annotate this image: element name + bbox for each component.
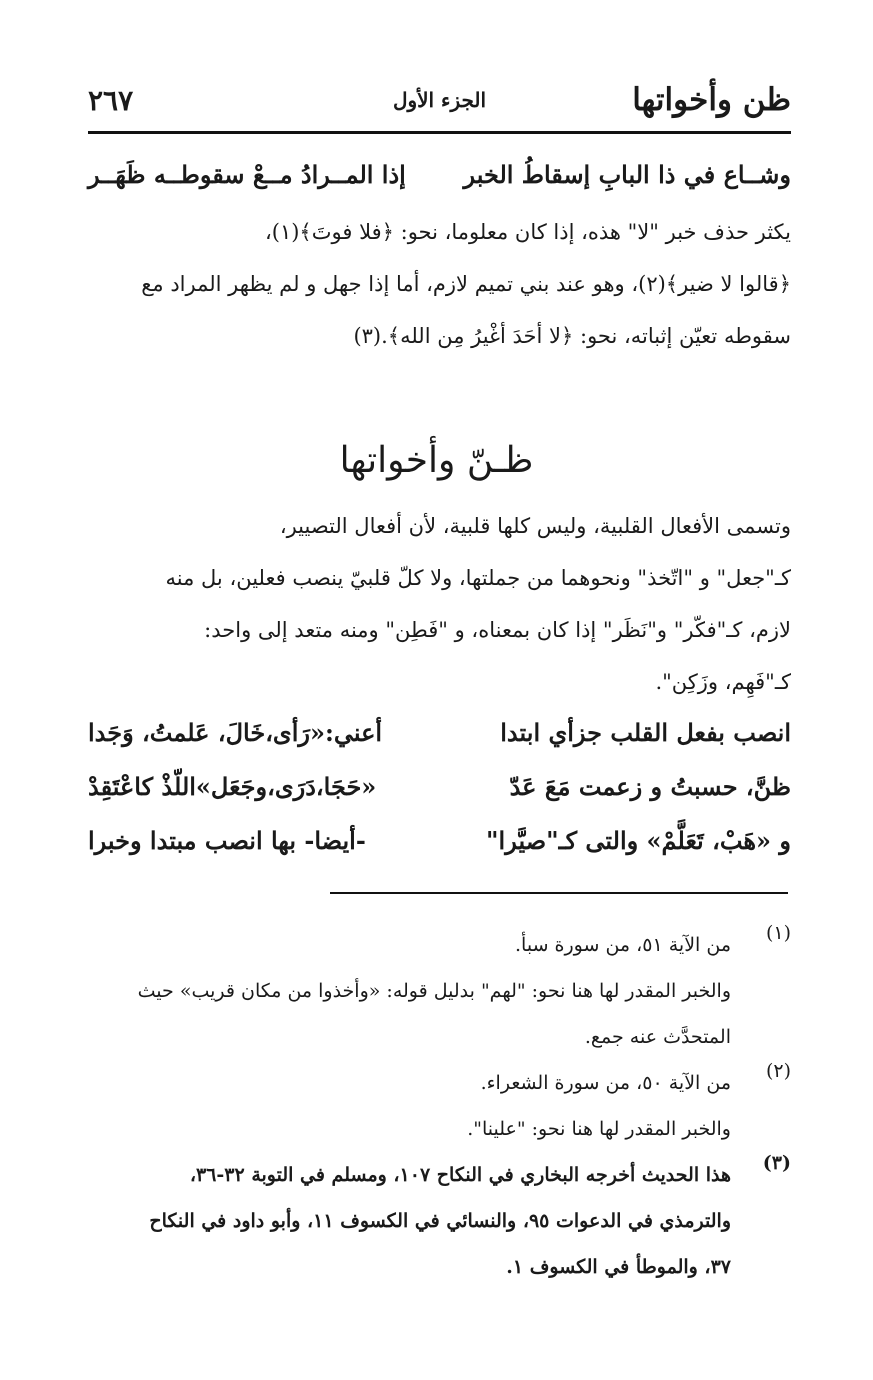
verse-line [88, 772, 791, 812]
paragraph-line: يكثر حذف خبر "لا" هذه، إذا كان معلوما، نحو: ﴿فلا فوتَ﴾(١)، [264, 220, 791, 244]
footnote-line: والخبر المقدر لها هنا نحو: "لهم" بدليل قوله: «وأخذوا من مكان قريب» حيث [137, 980, 731, 1002]
header-rule [88, 131, 791, 134]
verse-line [88, 826, 791, 866]
paragraph-line: سقوطه تعيّن إثباته، نحو: ﴿لا أحَدَ أغْيرُ مِن الله﴾.(٣) [353, 324, 791, 348]
footnote-number: (٢) [765, 1060, 791, 1082]
footnote [88, 1152, 791, 1290]
footnotes [88, 922, 791, 1290]
part-label: الجزء الأول [392, 88, 487, 112]
footnote-number: (١) [765, 922, 791, 944]
verse-second-hemistich: إذا المــرادُ مــعْ سقوطــه ظَهَــر [88, 160, 406, 189]
verse-first-hemistich: انصب بفعل القلب جزأي ابتدا [500, 718, 791, 747]
verse-first-hemistich: ظنَّ، حسبتُ و زعمت مَعَ عَدّ [509, 772, 791, 801]
verse-line [88, 160, 791, 200]
paragraph-line: كـ"فَهِم، وزَكِن". [655, 670, 791, 694]
paragraph-line: كـ"جعل" و "اتّخذ" ونحوهما من جملتها، ولا كلّ قلبيّ ينصب فعلين، بل منه [165, 566, 791, 590]
paragraph-line: وتسمى الأفعال القلبية، وليس كلها قلبية، لأن أفعال التصيير، [279, 514, 791, 538]
running-header [88, 78, 791, 128]
page-number: ٢٦٧ [88, 84, 134, 117]
footnote-line: المتحدَّث عنه جمع. [584, 1026, 731, 1048]
paragraph-line: ﴿قالوا لا ضير﴾(٢)، وهو عند بني تميم لازم، أما إذا جهل و لم يظهر المراد مع [141, 272, 791, 296]
paragraph-qalbiya [88, 500, 791, 708]
chapter-title: ظن وأخواتها [632, 82, 791, 118]
verse-line [88, 718, 791, 758]
footnote-line: والخبر المقدر لها هنا نحو: "علينا". [467, 1118, 731, 1140]
verse-second-hemistich: «حَجَا،دَرَى،وجَعَل»اللّذْ كاعْتَقِدْ [88, 772, 377, 801]
footnote-line: والترمذي في الدعوات ٩٥، والنسائي في الكسوف ١١، وأبو داود في النكاح [149, 1210, 731, 1232]
verse-first-hemistich: و «هَبْ، تَعَلَّمْ» والتى كـ"صيَّرا" [486, 826, 791, 855]
paragraph-la-khabar [88, 206, 791, 362]
footnote-line: هذا الحديث أخرجه البخاري في النكاح ١٠٧، ومسلم في التوبة ٣٢-٣٦، [189, 1164, 731, 1186]
verse-second-hemistich: أعني:«رَأى،خَالَ، عَلمتُ، وَجَدا [88, 718, 383, 747]
paragraph-line: لازم، كـ"فكّر" و"نَظَر" إذا كان بمعناه، و "فَطِن" ومنه متعد إلى واحد: [204, 618, 791, 642]
footnote [88, 922, 791, 1060]
footnote-line: ٣٧، والموطأ في الكسوف ١. [506, 1256, 731, 1278]
footnote-rule [330, 892, 788, 894]
footnote [88, 1060, 791, 1152]
footnote-line: من الآية ٥١، من سورة سبأ. [515, 934, 731, 956]
section-heading: ظـنّ وأخواتها [339, 440, 534, 481]
verse-second-hemistich: -أيضا- بها انصب مبتدا وخبرا [88, 826, 366, 855]
verse-first-hemistich: وشــاع في ذا البابِ إسقاطُ الخبر [463, 160, 791, 189]
footnote-line: من الآية ٥٠، من سورة الشعراء. [480, 1072, 731, 1094]
footnote-number: (٣) [762, 1152, 791, 1174]
